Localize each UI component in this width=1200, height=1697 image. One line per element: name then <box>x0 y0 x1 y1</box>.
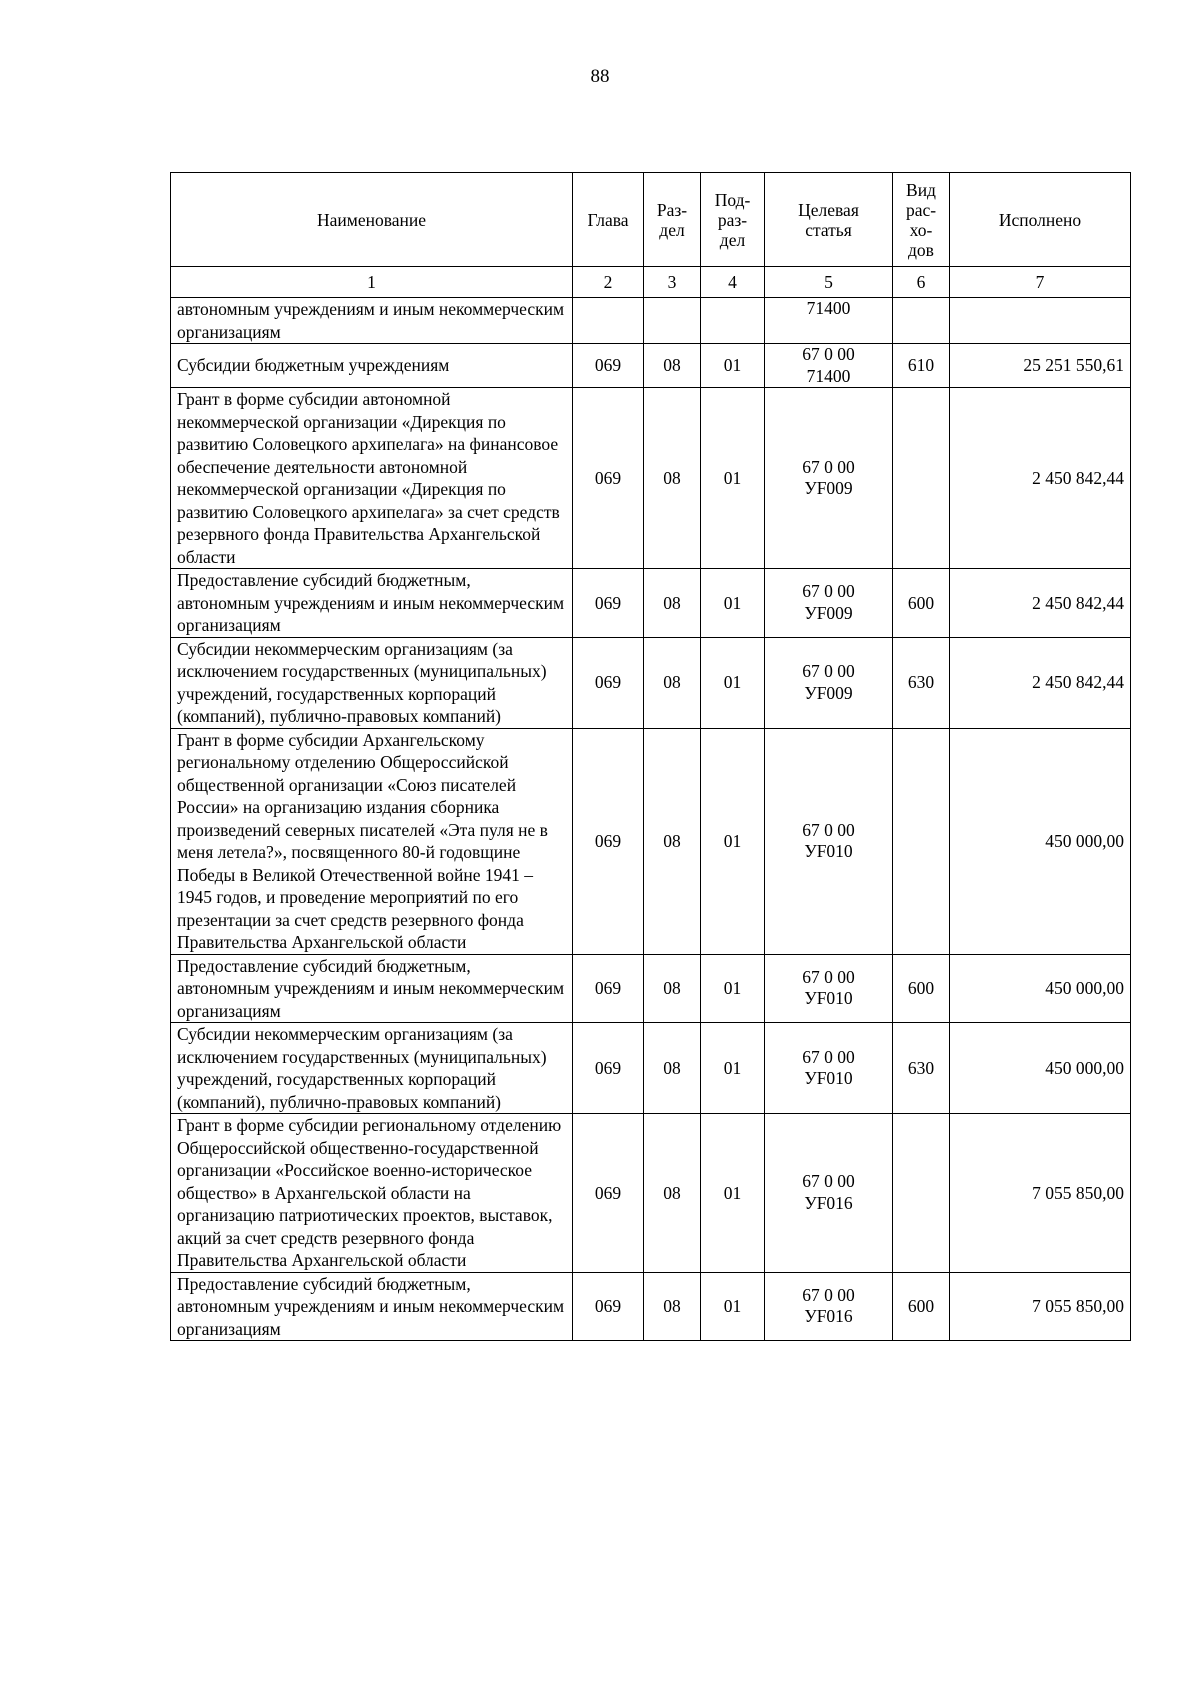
row-target-cell: 67 0 00 УF009 <box>765 637 893 728</box>
table-row <box>171 1272 1131 1341</box>
row-expense-type-cell: 600 <box>893 569 950 638</box>
row-name-cell: Грант в форме субсидии региональному отделению Общероссийской общественно-государственной организации «Российское военно-историческое общество» в Архангельской области на организацию патриотических проектов, выставок, акций за счет средств резервного фонда Правительства Архангельской области <box>171 1114 573 1273</box>
column-number: 1 <box>171 267 573 298</box>
column-number: 6 <box>893 267 950 298</box>
row-subsection-cell: 01 <box>701 1114 765 1273</box>
row-expense-type-cell <box>893 388 950 569</box>
row-chapter-cell: 069 <box>573 569 644 638</box>
row-chapter-cell: 069 <box>573 1023 644 1114</box>
row-section-cell: 08 <box>644 1272 701 1341</box>
row-executed-cell: 2 450 842,44 <box>950 637 1131 728</box>
budget-table <box>170 172 1131 1341</box>
row-executed-cell: 450 000,00 <box>950 954 1131 1023</box>
header-executed: Исполнено <box>950 173 1131 267</box>
column-number: 3 <box>644 267 701 298</box>
row-target-cell: 67 0 00 УF010 <box>765 954 893 1023</box>
row-name-cell: Грант в форме субсидии автономной некоммерческой организации «Дирекция по развитию Соловецкого архипелага» на финансовое обеспечение деятельности автономной некоммерческой организации «Дирекция по развитию Соловецкого архипелага» за счет средств резервного фонда Правительства Архангельской области <box>171 388 573 569</box>
row-executed-cell: 7 055 850,00 <box>950 1272 1131 1341</box>
column-number: 5 <box>765 267 893 298</box>
column-numbers-row <box>171 267 1131 298</box>
row-subsection-cell: 01 <box>701 344 765 388</box>
row-expense-type-cell: 600 <box>893 954 950 1023</box>
row-section-cell <box>644 298 701 344</box>
row-target-cell: 67 0 00 УF010 <box>765 728 893 954</box>
row-executed-cell: 450 000,00 <box>950 1023 1131 1114</box>
row-section-cell: 08 <box>644 954 701 1023</box>
row-target-cell: 67 0 00 УF016 <box>765 1114 893 1273</box>
row-expense-type-cell <box>893 298 950 344</box>
row-chapter-cell: 069 <box>573 388 644 569</box>
row-chapter-cell: 069 <box>573 1272 644 1341</box>
header-expense-type: Вид рас- хо- дов <box>893 173 950 267</box>
row-expense-type-cell: 630 <box>893 1023 950 1114</box>
row-section-cell: 08 <box>644 637 701 728</box>
row-target-cell: 67 0 00 УF010 <box>765 1023 893 1114</box>
row-section-cell: 08 <box>644 388 701 569</box>
table-row <box>171 728 1131 954</box>
row-executed-cell: 7 055 850,00 <box>950 1114 1131 1273</box>
row-chapter-cell: 069 <box>573 728 644 954</box>
row-executed-cell: 450 000,00 <box>950 728 1131 954</box>
row-target-cell: 67 0 00 УF016 <box>765 1272 893 1341</box>
row-subsection-cell: 01 <box>701 388 765 569</box>
row-chapter-cell: 069 <box>573 954 644 1023</box>
row-section-cell: 08 <box>644 728 701 954</box>
row-subsection-cell: 01 <box>701 954 765 1023</box>
table-row <box>171 1114 1131 1273</box>
row-expense-type-cell: 600 <box>893 1272 950 1341</box>
header-section: Раз- дел <box>644 173 701 267</box>
row-name-cell: автономным учреждениям и иным некоммерческим организациям <box>171 298 573 344</box>
row-chapter-cell <box>573 298 644 344</box>
row-name-cell: Субсидии некоммерческим организациям (за исключением государственных (муниципальных) учреждений, государственных корпораций (компаний), публично-правовых компаний) <box>171 637 573 728</box>
row-subsection-cell: 01 <box>701 569 765 638</box>
row-target-cell: 71400 <box>765 298 893 344</box>
column-number: 2 <box>573 267 644 298</box>
row-section-cell: 08 <box>644 1114 701 1273</box>
row-executed-cell: 2 450 842,44 <box>950 388 1131 569</box>
row-subsection-cell: 01 <box>701 637 765 728</box>
row-section-cell: 08 <box>644 344 701 388</box>
table-row <box>171 637 1131 728</box>
header-subsection: Под- раз- дел <box>701 173 765 267</box>
row-name-cell: Грант в форме субсидии Архангельскому региональному отделению Общероссийской общественной организации «Союз писателей России» на организацию издания сборника произведений северных писателей «Эта пуля не в меня летела?», посвященного 80-й годовщине Победы в Великой Отечественной войне 1941 – 1945 годов, и проведение мероприятий по его презентации за счет средств резервного фонда Правительства Архангельской области <box>171 728 573 954</box>
header-target: Целевая статья <box>765 173 893 267</box>
row-subsection-cell: 01 <box>701 1272 765 1341</box>
row-name-cell: Субсидии бюджетным учреждениям <box>171 344 573 388</box>
row-executed-cell <box>950 298 1131 344</box>
row-expense-type-cell <box>893 1114 950 1273</box>
table-body <box>171 267 1131 1341</box>
column-number: 7 <box>950 267 1131 298</box>
row-chapter-cell: 069 <box>573 1114 644 1273</box>
row-subsection-cell: 01 <box>701 728 765 954</box>
header-name: Наименование <box>171 173 573 267</box>
row-chapter-cell: 069 <box>573 637 644 728</box>
row-section-cell: 08 <box>644 1023 701 1114</box>
column-number: 4 <box>701 267 765 298</box>
row-executed-cell: 25 251 550,61 <box>950 344 1131 388</box>
row-section-cell: 08 <box>644 569 701 638</box>
row-target-cell: 67 0 00 УF009 <box>765 569 893 638</box>
table-row <box>171 388 1131 569</box>
row-name-cell: Предоставление субсидий бюджетным, автономным учреждениям и иным некоммерческим организациям <box>171 1272 573 1341</box>
row-expense-type-cell: 610 <box>893 344 950 388</box>
row-name-cell: Предоставление субсидий бюджетным, автономным учреждениям и иным некоммерческим организациям <box>171 954 573 1023</box>
row-subsection-cell <box>701 298 765 344</box>
table-row <box>171 344 1131 388</box>
table-row <box>171 954 1131 1023</box>
row-target-cell: 67 0 00 71400 <box>765 344 893 388</box>
table-row <box>171 1023 1131 1114</box>
row-target-cell: 67 0 00 УF009 <box>765 388 893 569</box>
row-subsection-cell: 01 <box>701 1023 765 1114</box>
page-number: 88 <box>590 66 610 87</box>
table-row <box>171 569 1131 638</box>
table-row <box>171 298 1131 344</box>
row-name-cell: Субсидии некоммерческим организациям (за исключением государственных (муниципальных) учреждений, государственных корпораций (компаний), публично-правовых компаний) <box>171 1023 573 1114</box>
row-executed-cell: 2 450 842,44 <box>950 569 1131 638</box>
table-header <box>171 173 1131 267</box>
row-name-cell: Предоставление субсидий бюджетным, автономным учреждениям и иным некоммерческим организациям <box>171 569 573 638</box>
row-expense-type-cell: 630 <box>893 637 950 728</box>
header-chapter: Глава <box>573 173 644 267</box>
row-chapter-cell: 069 <box>573 344 644 388</box>
row-expense-type-cell <box>893 728 950 954</box>
